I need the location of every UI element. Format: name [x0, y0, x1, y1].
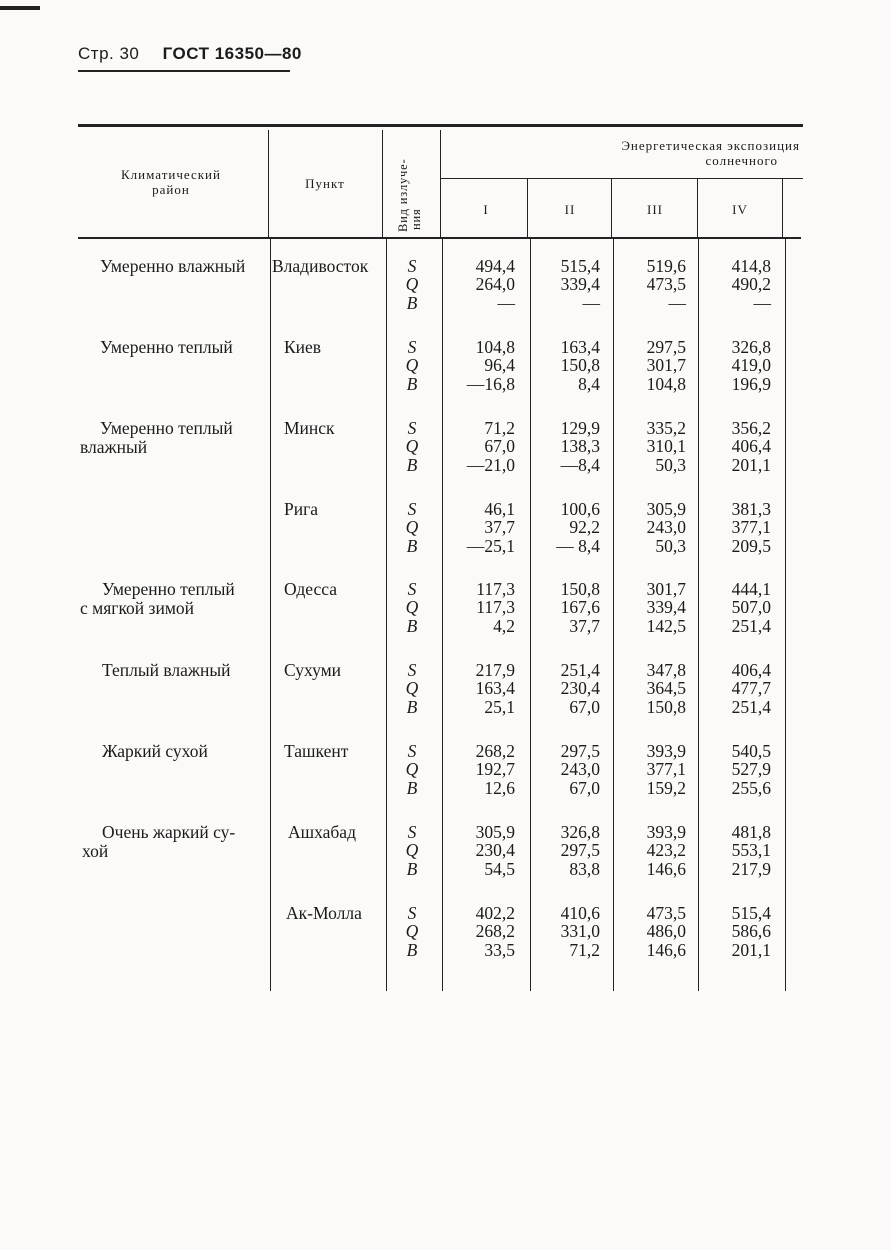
body-divider-5 — [613, 239, 614, 991]
header-divider-1 — [268, 130, 269, 237]
value-cell: 46,1 — [484, 499, 515, 519]
radiation-kind: B — [406, 454, 418, 475]
value-cell: 377,1 — [646, 759, 686, 780]
value-cell: 305,9 — [475, 822, 515, 842]
header-quarter-3: III — [647, 202, 663, 217]
value-cell: 381,3 — [731, 499, 771, 519]
table-header-rule — [78, 237, 801, 239]
radiation-kind: Q — [405, 597, 419, 618]
value-cell: 393,9 — [646, 741, 686, 761]
header-quarter-2: II — [564, 202, 576, 217]
value-cell: 515,4 — [731, 903, 771, 923]
radiation-kind: B — [406, 858, 418, 879]
value-cell: 553,1 — [731, 840, 771, 861]
value-cell: 167,6 — [560, 597, 600, 618]
value-cell: 586,6 — [731, 921, 771, 942]
page-header — [78, 44, 302, 64]
value-cell: 305,9 — [646, 499, 686, 519]
radiation-kind: S — [407, 741, 417, 761]
value-cell: 402,2 — [475, 903, 515, 923]
value-cell: —25,1 — [466, 535, 515, 556]
value-cell: —21,0 — [466, 454, 515, 475]
value-cell: 444,1 — [731, 579, 771, 599]
page-number: Стр. 30 — [78, 44, 140, 63]
radiation-kind: Q — [405, 678, 419, 699]
value-cell: 264,0 — [475, 274, 515, 295]
value-cell: 406,4 — [731, 660, 771, 680]
value-cell: 129,9 — [560, 418, 600, 438]
value-cell: 410,6 — [560, 903, 600, 923]
region-label: влажный — [80, 437, 148, 457]
radiation-kind: Q — [405, 759, 419, 780]
radiation-kind: B — [406, 777, 418, 798]
value-cell: 201,1 — [731, 939, 771, 960]
value-cell: 364,5 — [646, 678, 686, 699]
value-cell: 486,0 — [646, 921, 686, 942]
header-region-line1: Климатический — [121, 167, 221, 182]
value-cell: 326,8 — [560, 822, 600, 842]
value-cell: 301,7 — [646, 355, 686, 376]
value-cell: —16,8 — [466, 373, 515, 394]
value-cell: 150,8 — [646, 696, 686, 717]
region-label: Умеренно теплый — [100, 418, 233, 438]
value-cell: 473,5 — [646, 274, 686, 295]
city-label: Ак-Молла — [286, 903, 362, 923]
value-cell: —8,4 — [560, 454, 600, 475]
radiation-kind: B — [406, 535, 418, 556]
value-cell: 515,4 — [560, 256, 600, 276]
radiation-kind: B — [406, 696, 418, 717]
radiation-kind: Q — [405, 840, 419, 861]
value-cell: 25,1 — [484, 696, 515, 717]
region-label: хой — [82, 841, 109, 861]
region-label: Умеренно теплый — [100, 337, 233, 357]
value-cell: 37,7 — [569, 615, 600, 636]
value-cell: 4,2 — [493, 615, 515, 636]
value-cell: — — [497, 292, 515, 313]
radiation-kind: S — [407, 337, 417, 357]
value-cell: 150,8 — [560, 355, 600, 376]
value-cell: 117,3 — [476, 579, 515, 599]
radiation-kind: Q — [405, 355, 419, 376]
value-cell: — 8,4 — [556, 535, 600, 556]
value-cell: 209,5 — [731, 535, 771, 556]
radiation-kind: Q — [405, 517, 419, 538]
value-cell: 100,6 — [560, 499, 600, 519]
value-cell: 104,8 — [646, 373, 686, 394]
header-city-label: Пункт — [305, 176, 345, 191]
city-label: Рига — [284, 499, 319, 519]
value-cell: 297,5 — [560, 741, 600, 761]
value-cell: 50,3 — [655, 535, 686, 556]
value-cell: 473,5 — [646, 903, 686, 923]
value-cell: 251,4 — [731, 696, 771, 717]
value-cell: 481,8 — [731, 822, 771, 842]
value-cell: 477,7 — [731, 678, 771, 699]
value-cell: 33,5 — [484, 939, 515, 960]
value-cell: 339,4 — [560, 274, 600, 295]
scan-corner-mark — [0, 6, 40, 10]
radiation-kind: Q — [405, 436, 419, 457]
value-cell: 406,4 — [731, 436, 771, 457]
value-cell: 217,9 — [731, 858, 771, 879]
body-divider-7 — [785, 239, 786, 991]
value-cell: 117,3 — [476, 597, 515, 618]
radiation-kind: S — [407, 903, 417, 923]
value-cell: 519,6 — [646, 256, 686, 276]
value-cell: 54,5 — [484, 858, 515, 879]
value-cell: 201,1 — [731, 454, 771, 475]
value-cell: 92,2 — [569, 517, 600, 538]
value-cell: 356,2 — [731, 418, 771, 438]
body-divider-2 — [386, 239, 387, 991]
group-header-rule — [441, 178, 803, 179]
value-cell: 251,4 — [560, 660, 600, 680]
city-label: Киев — [284, 337, 322, 357]
header-group — [560, 138, 800, 168]
value-cell: 67,0 — [569, 696, 600, 717]
value-cell: 255,6 — [731, 777, 771, 798]
city-label: Ташкент — [284, 741, 349, 761]
header-region — [96, 167, 246, 197]
header-quarter-4: IV — [732, 202, 748, 217]
value-cell: 67,0 — [484, 436, 515, 457]
value-cell: 377,1 — [731, 517, 771, 538]
value-cell: 527,9 — [731, 759, 771, 780]
header-divider-7 — [782, 179, 783, 237]
city-label: Сухуми — [284, 660, 342, 680]
value-cell: 192,7 — [475, 759, 515, 780]
value-cell: 50,3 — [655, 454, 686, 475]
header-city — [280, 176, 370, 191]
header-divider-3 — [440, 130, 441, 237]
radiation-kind: S — [407, 418, 417, 438]
radiation-kind: S — [407, 256, 417, 276]
body-divider-4 — [530, 239, 531, 991]
region-label: Умеренно влажный — [100, 256, 246, 276]
value-cell: 71,2 — [569, 939, 600, 960]
value-cell: — — [668, 292, 686, 313]
value-cell: 83,8 — [569, 858, 600, 879]
header-divider-2 — [382, 130, 383, 237]
city-label: Минск — [284, 418, 335, 438]
header-underline — [78, 70, 290, 72]
standard-number: ГОСТ 16350—80 — [162, 44, 302, 63]
radiation-kind: S — [407, 499, 417, 519]
value-cell: 104,8 — [475, 337, 515, 357]
table-top-rule — [78, 124, 803, 127]
value-cell: 71,2 — [484, 418, 515, 438]
value-cell: 268,2 — [475, 921, 515, 942]
value-cell: 163,4 — [560, 337, 600, 357]
value-cell: 268,2 — [475, 741, 515, 761]
value-cell: — — [582, 292, 600, 313]
value-cell: 331,0 — [560, 921, 600, 942]
header-kind-line1: Вид излуче- — [396, 158, 410, 232]
value-cell: 146,6 — [646, 858, 686, 879]
region-label: Жаркий сухой — [102, 741, 208, 761]
region-label: Теплый влажный — [102, 660, 231, 680]
radiation-kind: B — [406, 939, 418, 960]
body-divider-3 — [442, 239, 443, 991]
value-cell: 150,8 — [560, 579, 600, 599]
region-label: с мягкой зимой — [80, 598, 195, 618]
value-cell: 196,9 — [731, 373, 771, 394]
radiation-kind: Q — [405, 274, 419, 295]
value-cell: 347,8 — [646, 660, 686, 680]
city-label: Одесса — [284, 579, 338, 599]
radiation-kind: B — [406, 373, 418, 394]
region-label: Умеренно теплый — [102, 579, 235, 599]
region-label: Очень жаркий су- — [102, 822, 236, 842]
value-cell: 490,2 — [731, 274, 771, 295]
value-cell: 419,0 — [731, 355, 771, 376]
value-cell: 326,8 — [731, 337, 771, 357]
value-cell: 217,9 — [475, 660, 515, 680]
value-cell: 37,7 — [484, 517, 515, 538]
value-cell: 243,0 — [646, 517, 686, 538]
header-kind-line2: ния — [409, 208, 423, 230]
radiation-kind: S — [407, 822, 417, 842]
value-cell: 230,4 — [560, 678, 600, 699]
value-cell: 310,1 — [646, 436, 686, 457]
value-cell: 301,7 — [646, 579, 686, 599]
value-cell: 494,4 — [475, 256, 515, 276]
radiation-kind: S — [407, 579, 417, 599]
value-cell: 540,5 — [731, 741, 771, 761]
value-cell: 243,0 — [560, 759, 600, 780]
value-cell: 12,6 — [484, 777, 515, 798]
value-cell: 96,4 — [484, 355, 515, 376]
radiation-kind: Q — [405, 921, 419, 942]
city-label: Ашхабад — [288, 822, 356, 842]
header-region-line2: район — [152, 182, 190, 197]
value-cell: 159,2 — [646, 777, 686, 798]
value-cell: 146,6 — [646, 939, 686, 960]
header-group-line2: солнечного — [705, 153, 778, 168]
value-cell: 339,4 — [646, 597, 686, 618]
body-divider-6 — [698, 239, 699, 991]
value-cell: 8,4 — [578, 373, 600, 394]
value-cell: 423,2 — [646, 840, 686, 861]
value-cell: 335,2 — [646, 418, 686, 438]
city-label: Владивосток — [272, 256, 369, 276]
value-cell: 414,8 — [731, 256, 771, 276]
value-cell: 230,4 — [475, 840, 515, 861]
value-cell: 297,5 — [646, 337, 686, 357]
header-quarter-1: I — [483, 202, 489, 217]
header-group-line1: Энергетическая экспозиция — [621, 138, 800, 153]
value-cell: 507,0 — [731, 597, 771, 618]
value-cell: 297,5 — [560, 840, 600, 861]
radiation-kind: B — [406, 615, 418, 636]
value-cell: 251,4 — [731, 615, 771, 636]
radiation-kind: B — [406, 292, 418, 313]
value-cell: 142,5 — [646, 615, 686, 636]
value-cell: 393,9 — [646, 822, 686, 842]
value-cell: 163,4 — [475, 678, 515, 699]
value-cell: 138,3 — [560, 436, 600, 457]
radiation-kind: S — [407, 660, 417, 680]
value-cell: — — [753, 292, 771, 313]
value-cell: 67,0 — [569, 777, 600, 798]
body-divider-1 — [270, 239, 271, 991]
header-kind — [397, 159, 423, 232]
